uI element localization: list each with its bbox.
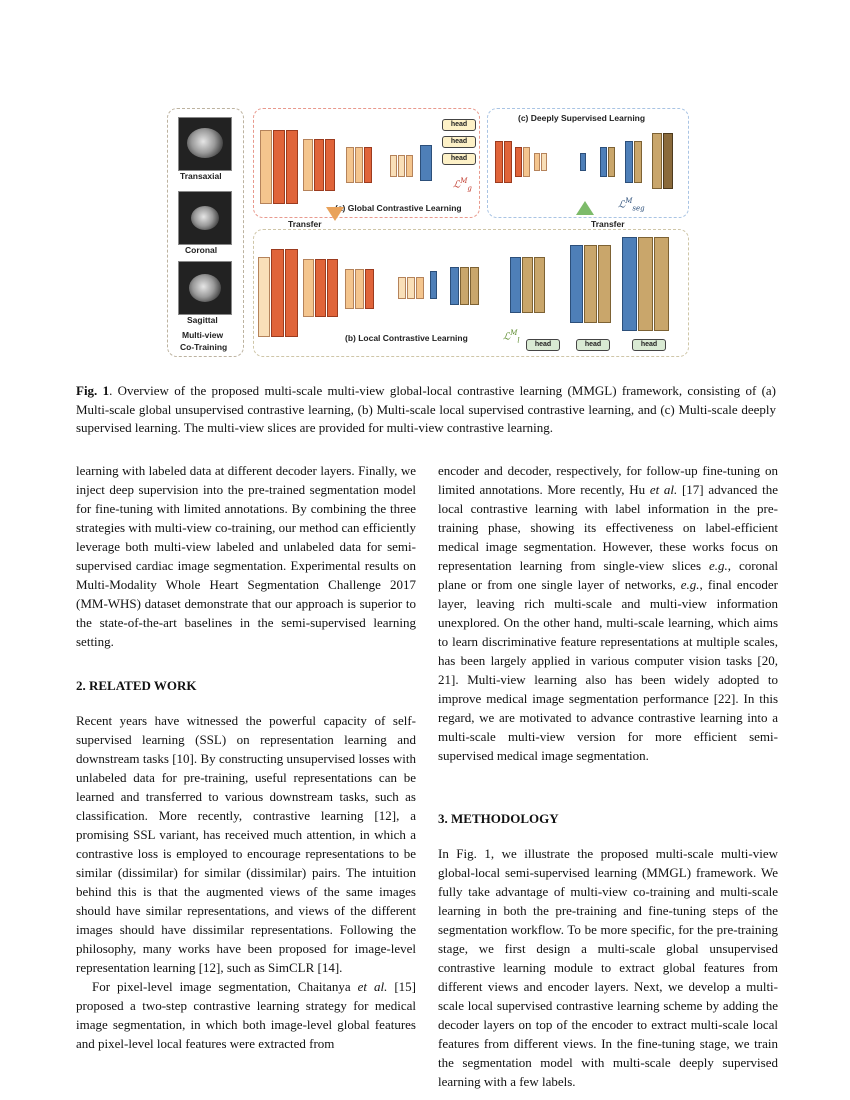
head-box: head <box>442 136 476 148</box>
encoder-block <box>355 269 364 309</box>
paragraph: In Fig. 1, we illustrate the proposed multi-scale multi-view global-local semi-supervised learning (MMGL) framework. We fully take advantage of multi-view co-training and multi-scale learning in both the pre-training and fine-tuning steps of the segmentation workflow. To be more specific, for the pre-training stage, we first design a multi-scale global unsupervised contrastive learning module to extract global features from different views and encoder layers. Next, we develop a multi-scale local supervised contrastive learning scheme by adding the decoder layers on top of the encoder to extract multi-scale local features from different views. In the fine-tuning stage, we train the segmentation model with multi-scale deeply supervised learning with a few labels. <box>438 846 778 1089</box>
decoder-block <box>534 257 545 313</box>
left-column <box>76 461 416 1053</box>
encoder-block <box>346 147 354 183</box>
figure-caption <box>76 382 776 438</box>
encoder-block <box>273 130 285 204</box>
local-loss-label: ℒ$^M_l$ <box>503 329 520 345</box>
decoder-block <box>515 147 522 177</box>
encoder-block <box>398 277 406 299</box>
decoder-block <box>570 245 583 323</box>
decoder-block <box>600 147 607 177</box>
view-label-transaxial: Transaxial <box>180 171 222 181</box>
decoder-block <box>541 153 547 171</box>
encoder-block <box>365 269 374 309</box>
encoder-block <box>398 155 405 177</box>
head-box: head <box>442 153 476 165</box>
multiview-label-line1: Multi-view <box>182 330 224 340</box>
local-panel-title: (b) Local Contrastive Learning <box>345 333 468 343</box>
encoder-block <box>315 259 326 317</box>
section-heading-related-work: 2. RELATED WORK <box>76 678 197 693</box>
encoder-block <box>416 277 424 299</box>
encoder-block <box>325 139 335 191</box>
decoder-block <box>534 153 540 171</box>
head-box: head <box>442 119 476 131</box>
decoder-block <box>523 147 530 177</box>
decoder-block <box>625 141 633 183</box>
transfer-label-left: Transfer <box>288 219 322 229</box>
decoder-block <box>638 237 653 331</box>
transaxial-slice <box>178 117 232 171</box>
encoder-block <box>407 277 415 299</box>
encoder-block <box>303 139 313 191</box>
right-column <box>438 461 778 1091</box>
decoder-block <box>584 245 597 323</box>
encoder-block <box>260 130 272 204</box>
decoder-block <box>504 141 512 183</box>
encoder-block <box>286 130 298 204</box>
global-panel-title: (a) Global Contrastive Learning <box>335 203 462 213</box>
encoder-block <box>303 259 314 317</box>
encoder-block <box>314 139 324 191</box>
transfer-arrow-up <box>576 201 594 215</box>
encoder-block <box>258 257 270 337</box>
seg-loss-label: ℒ$^M_{seg}$ <box>618 197 645 213</box>
bottleneck-block <box>420 145 432 181</box>
decoder-block <box>654 237 669 331</box>
decoder-block <box>522 257 533 313</box>
decoder-block <box>652 133 662 189</box>
deep-panel-title: (c) Deeply Supervised Learning <box>518 113 646 123</box>
encoder-block <box>355 147 363 183</box>
multiview-label-line2: Co-Training <box>180 342 228 352</box>
encoder-block <box>345 269 354 309</box>
view-label-coronal: Coronal <box>185 245 218 255</box>
caption-label: Fig. 1 <box>76 383 110 398</box>
encoder-block <box>327 259 338 317</box>
decoder-block <box>470 267 479 305</box>
decoder-block <box>634 141 642 183</box>
decoder-block <box>608 147 615 177</box>
encoder-block <box>406 155 413 177</box>
head-box: head <box>526 339 560 351</box>
encoder-block <box>364 147 372 183</box>
figure-1 <box>160 105 690 360</box>
encoder-block <box>390 155 397 177</box>
decoder-block <box>598 245 611 323</box>
paragraph: Recent years have witnessed the powerful capacity of self-supervised learning (SSL) on representation learning and downstream tasks [10]. By constructing unsupervised losses with unlabeled data for pre-training, useful representations can be learned and transferred to various downstream tasks, such as classification. More recently, contrastive learning [12], a promising SSL variant, has received much attention, in which a contrastive loss is employed to encourage representations to be similar (dissimilar) for similar (dissimilar) pairs. The intuition behind this is that the augmented views of the same images should have similar representations, and views of the different images should have dissimilar representations. Following the philosophy, many works have been proposed for image-level representation learning [12], such as SimCLR [14]. <box>76 713 416 975</box>
section-heading-methodology: 3. METHODOLOGY <box>438 811 559 826</box>
encoder-block <box>285 249 298 337</box>
transfer-arrow-down <box>326 207 344 221</box>
paragraph: encoder and decoder, respectively, for follow-up fine-tuning on limited annotations. More recently, Hu et al. [17] advanced the local contrastive learning with label information in the pre-training phase, showing its effectiveness on label-efficient medical image segmentation. However, these works focus on representation learning from single-view slices e.g., coronal plane or from one single layer of networks, e.g., final encoder layer, leaving rich multi-scale and multi-view information unexplored. On the other hand, multi-scale learning, which aims to learn discriminative feature representations at multiple scales, has been largely applied in various computer vision tasks [20, 21]. Multi-view learning also has been widely adopted to improve medical image segmentation performance [22]. In this regard, we are motivated to advance contrastive learning into a multi-scale multi-view version for more efficient semi-supervised medical image segmentation. <box>438 463 779 763</box>
decoder-block <box>622 237 637 331</box>
decoder-block <box>460 267 469 305</box>
coronal-slice <box>178 191 232 245</box>
decoder-block <box>580 153 586 171</box>
global-loss-label: ℒ$^M_g$ <box>453 177 472 193</box>
decoder-block <box>450 267 459 305</box>
decoder-block <box>663 133 673 189</box>
encoder-block <box>271 249 284 337</box>
sagittal-slice <box>178 261 232 315</box>
caption-text: . Overview of the proposed multi-scale multi-view global-local contrastive learning (MMGL) framework, consisting of (a) Multi-scale global unsupervised contrastive learning, (b) Multi-scale local supervised contrastive learning, and (c) Multi-scale deeply supervised learning. The multi-view slices are provided for multi-view contrastive learning. <box>76 383 776 435</box>
paragraph: learning with labeled data at different decoder layers. Finally, we inject deep supervision into the pre-trained segmentation model for fine-tuning with limited annotations. By combining the three strategies with multi-view co-training, our method can efficiently leverage both multi-view labeled and unlabeled data for semi-supervised cardiac image segmentation. Experimental results on Multi-Modality Whole Heart Segmentation Challenge 2017 (MM-WHS) dataset demonstrate that our approach is superior to the state-of-the-art baselines in the semi-supervised learning setting. <box>76 463 416 649</box>
head-box: head <box>632 339 666 351</box>
decoder-block <box>495 141 503 183</box>
transfer-label-right: Transfer <box>591 219 625 229</box>
decoder-block <box>510 257 521 313</box>
bottleneck-block <box>430 271 437 299</box>
view-label-sagittal: Sagittal <box>187 315 218 325</box>
paragraph: For pixel-level image segmentation, Chaitanya et al. [15] proposed a two-step contrastive learning strategy for medical image segmentation, in which both image-level global features and pixel-level local features were extracted from <box>76 979 416 1051</box>
head-box: head <box>576 339 610 351</box>
